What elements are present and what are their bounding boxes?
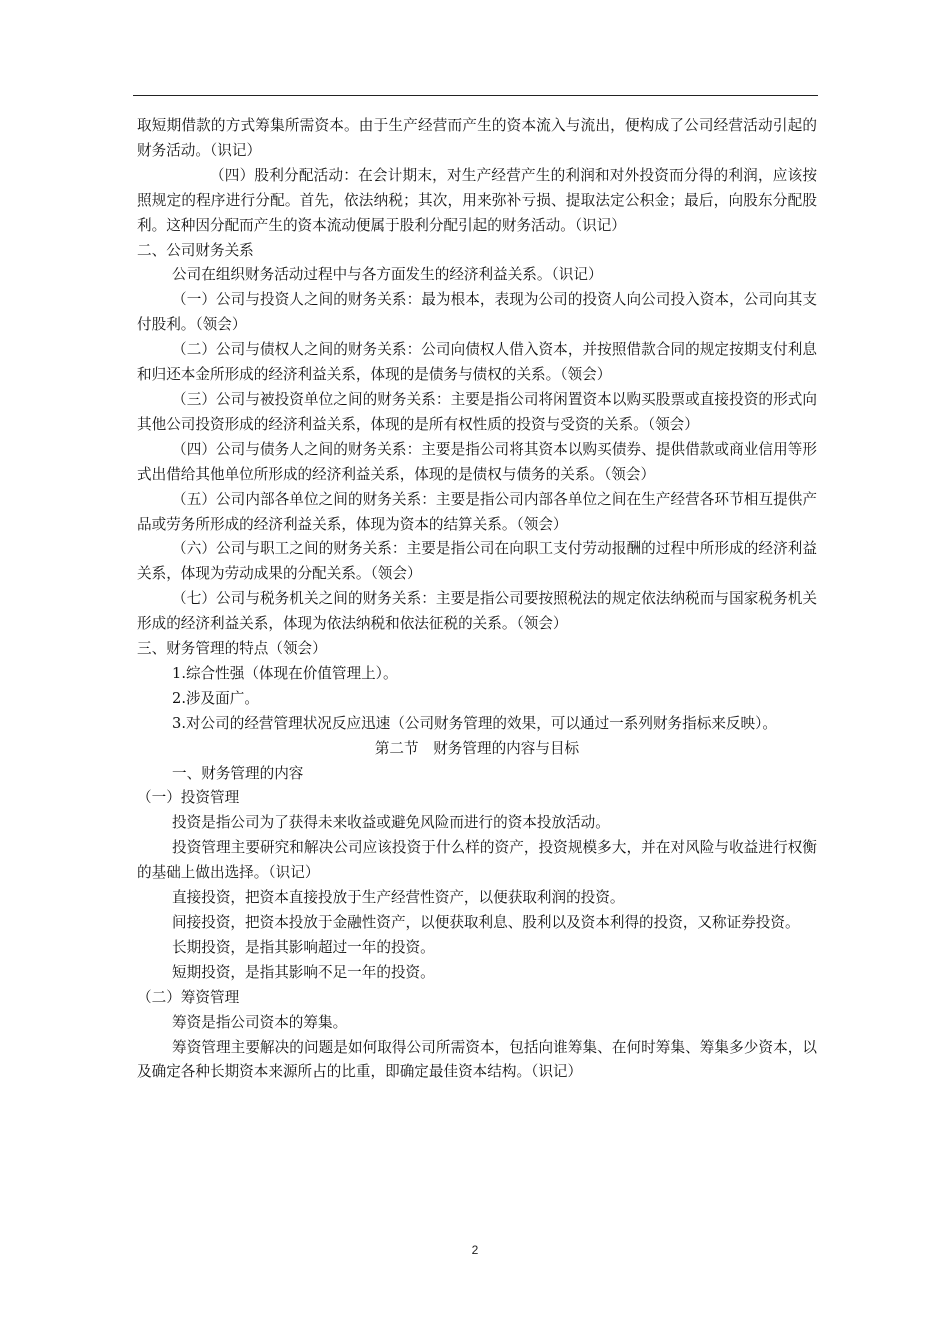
paragraph: 筹资是指公司资本的筹集。: [172, 1013, 348, 1031]
page-number: 2: [471, 1243, 479, 1257]
paragraph: 直接投资，把资本直接投放于生产经营性资产，以便获取利润的投资。: [172, 889, 625, 907]
list-item: 3.对公司的经营管理状况反应迅速（公司财务管理的效果，可以通过一系列财务指标来反映）。: [172, 714, 778, 732]
header-rule: [133, 95, 818, 96]
paragraph: （四）公司与债务人之间的财务关系：主要是指公司将其资本以购买债券、提供借款或商业信用等形式出借给其他单位所形成的经济利益关系，体现的是债权与债务的关系。（领会）: [137, 440, 817, 483]
paragraph: 投资管理主要研究和解决公司应该投资于什么样的资产，投资规模多大，并在对风险与收益进行权衡的基础上做出选择。（识记）: [137, 839, 817, 882]
paragraph: 投资是指公司为了获得未来收益或避免风险而进行的资本投放活动。: [172, 814, 610, 832]
paragraph: 长期投资，是指其影响超过一年的投资。: [172, 938, 435, 956]
paragraph: （二）公司与债权人之间的财务关系：公司向债权人借入资本，并按照借款合同的规定按期支付利息和归还本金所形成的经济利益关系，体现的是债务与债权的关系。（领会）: [137, 341, 817, 384]
section-heading: 二、公司财务关系: [137, 241, 254, 259]
paragraph: （一）公司与投资人之间的财务关系：最为根本，表现为公司的投资人向公司投入资本，公司向其支付股利。（领会）: [137, 291, 817, 334]
paragraph: （六）公司与职工之间的财务关系：主要是指公司在向职工支付劳动报酬的过程中所形成的经济利益关系，体现为劳动成果的分配关系。（领会）: [137, 540, 817, 583]
paragraph: 间接投资，把资本投放于金融性资产，以便获取利息、股利以及资本利得的投资，又称证券投资。: [172, 914, 800, 931]
paragraph: （四）股利分配活动：在会计期末，对生产经营产生的利润和对外投资而分得的利润，应该按照规定的程序进行分配。首先，依法纳税；其次，用来弥补亏损、提取法定公积金；最后，向股东分配股利。这种因分配而产生的资本流动便属于股利分配引起的财务活动。（识记）: [137, 166, 817, 234]
chapter-section-title: 第二节 财务管理的内容与目标: [374, 739, 580, 757]
paragraph: （三）公司与被投资单位之间的财务关系：主要是指公司将闲置资本以购买股票或直接投资的形式向其他公司投资形成的经济利益关系，体现的是所有权性质的投资与受资的关系。（领会）: [137, 390, 817, 433]
paragraph: （七）公司与税务机关之间的财务关系：主要是指公司要按照税法的规定依法纳税而与国家税务机关形成的经济利益关系，体现为依法纳税和依法征税的关系。（领会）: [137, 590, 817, 633]
section-heading: 三、财务管理的特点（领会）: [137, 640, 327, 658]
subsection-heading: （一）投资管理: [137, 789, 240, 807]
list-item: 2.涉及面广。: [172, 689, 259, 707]
paragraph: 短期投资，是指其影响不足一年的投资。: [172, 963, 435, 981]
paragraph: （五）公司内部各单位之间的财务关系：主要是指公司内部各单位之间在生产经营各环节相互提供产品或劳务所形成的经济利益关系，体现为资本的结算关系。（领会）: [137, 490, 817, 533]
page-body: [137, 114, 817, 1085]
paragraph: 取短期借款的方式筹集所需资本。由于生产经营而产生的资本流入与流出，便构成了公司经营活动引起的财务活动。（识记）: [137, 117, 817, 159]
section-heading: 一、财务管理的内容: [172, 764, 304, 782]
list-item: 1.综合性强（体现在价值管理上）。: [172, 664, 398, 682]
paragraph: 筹资管理主要解决的问题是如何取得公司所需资本，包括向谁筹集、在何时筹集、筹集多少资本，以及确定各种长期资本来源所占的比重，即确定最佳资本结构。（识记）: [137, 1038, 817, 1081]
subsection-heading: （二）筹资管理: [137, 988, 240, 1006]
paragraph: 公司在组织财务活动过程中与各方面发生的经济利益关系。（识记）: [172, 266, 603, 284]
